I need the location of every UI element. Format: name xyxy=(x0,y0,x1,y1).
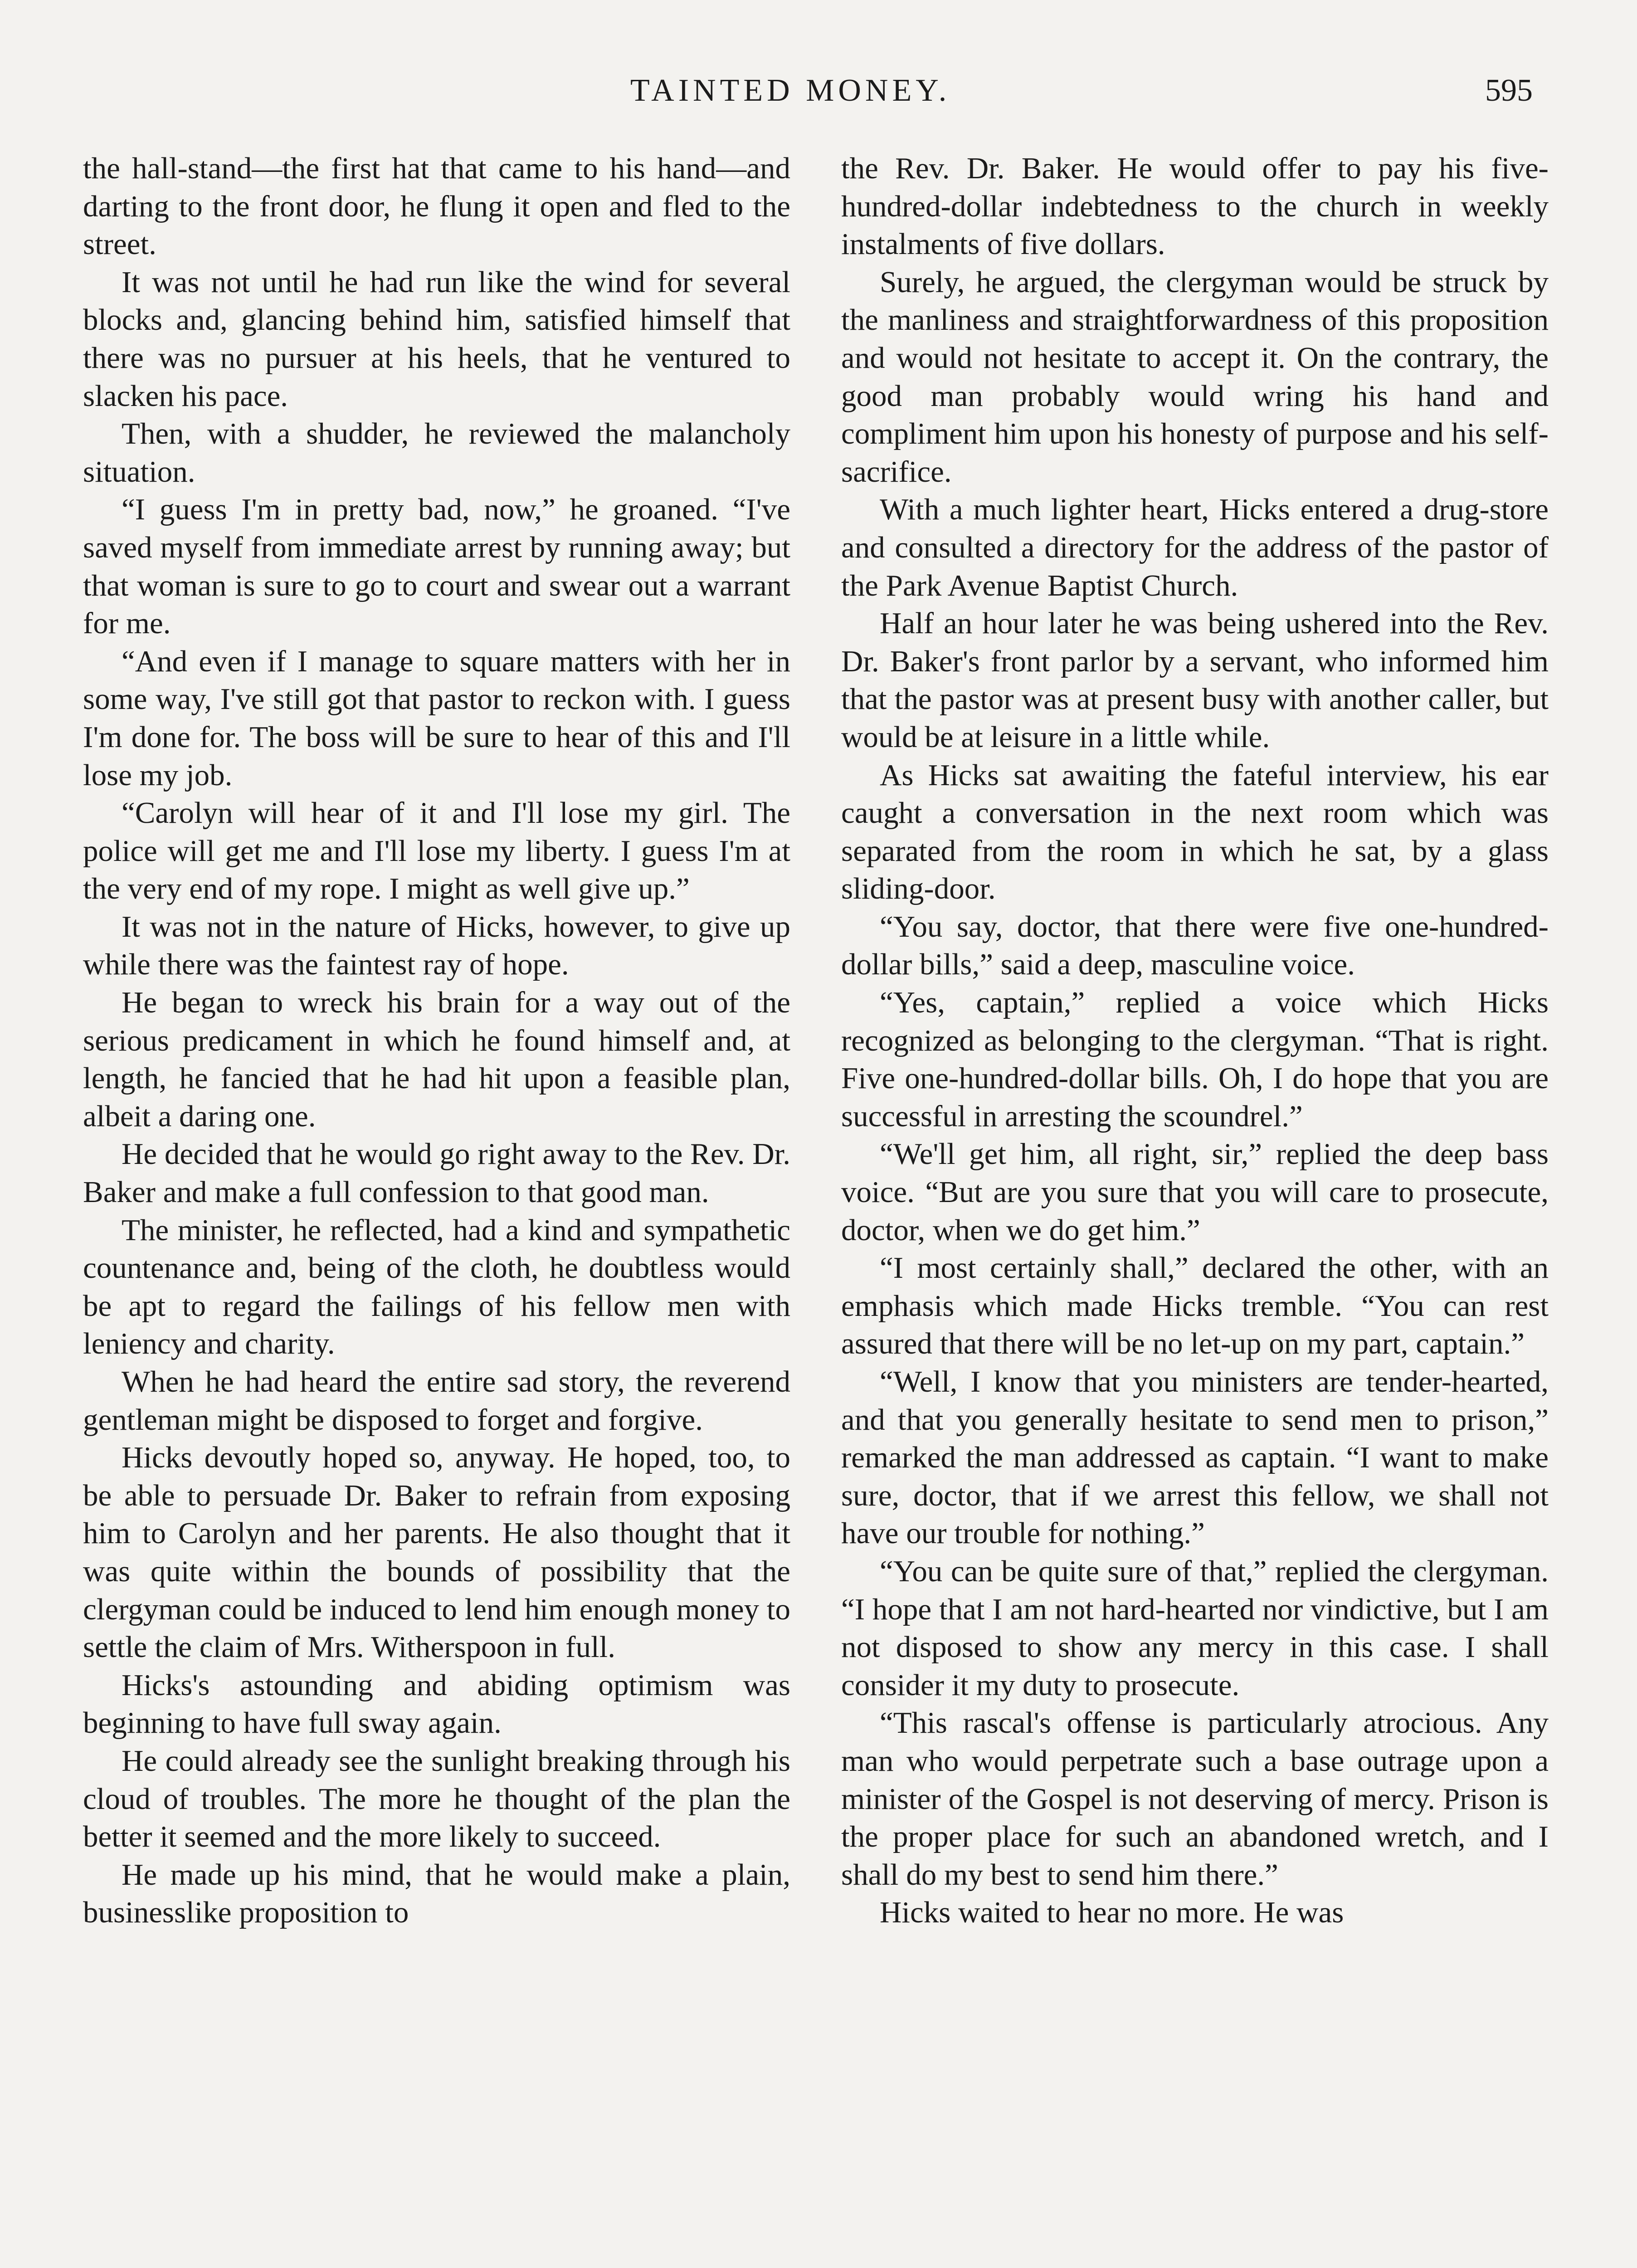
paragraph: “We'll get him, all right, sir,” replied the deep bass voice. “But are you sure that you will care to prosecute, doctor, when we do get him.” xyxy=(841,1137,1549,1247)
paragraph: It was not until he had run like the wind for several blocks and, glancing behind him, satisfied himself that there was no pursuer at his heels, that he ventured to slacken his pace. xyxy=(83,265,790,413)
paragraph: “You say, doctor, that there were five one-hundred-dollar bills,” said a deep, masculine voice. xyxy=(841,909,1549,982)
paragraph: Hicks devoutly hoped so, anyway. He hoped, too, to be able to persuade Dr. Baker to refrain from exposing him to Carolyn and her parents. He also thought that it was quite within the bounds of possibility that the clergyman could be induced to lend him enough money to settle the claim of Mrs. Witherspoon in full. xyxy=(83,1441,790,1664)
paragraph: The minister, he reflected, had a kind and sympathetic countenance and, being of the cloth, he doubtless would be apt to regard the failings of his fellow men with leniency and charity. xyxy=(83,1213,790,1361)
page-number: 595 xyxy=(1485,73,1533,108)
paragraph: “I guess I'm in pretty bad, now,” he groaned. “I've saved myself from immediate arrest by running away; but that woman is sure to go to court and swear out a warrant for me. xyxy=(83,493,790,640)
paragraph: “And even if I manage to square matters with her in some way, I've still got that pastor to reckon with. I guess I'm done for. The boss will be sure to hear of this and I'll lose my job. xyxy=(83,644,790,792)
paragraph: Hicks waited to hear no more. He was xyxy=(880,1896,1344,1930)
paragraph: “Carolyn will hear of it and I'll lose my girl. The police will get me and I'll lose my liberty. I guess I'm at the very end of my rope. I might as well give up.” xyxy=(83,796,790,906)
paragraph: He made up his mind, that he would make a plain, businesslike proposition to xyxy=(83,1857,790,1930)
running-title: TAINTED MONEY. xyxy=(630,73,951,108)
paragraph: With a much lighter heart, Hicks entered a drug-store and consulted a directory for the address of the pastor of the Park Avenue Baptist Church. xyxy=(841,493,1549,602)
left-column xyxy=(83,150,790,1932)
paragraph: “You can be quite sure of that,” replied the clergyman. “I hope that I am not hard-hearted nor vindictive, but I am not disposed to show any mercy in this case. I shall consider it my duty to prosecute. xyxy=(841,1554,1549,1702)
paragraph: Then, with a shudder, he reviewed the malancholy situation. xyxy=(83,417,790,489)
paragraph: He began to wreck his brain for a way out of the serious predicament in which he found himself and, at length, he fancied that he had hit upon a feasible plan, albeit a daring one. xyxy=(83,986,790,1133)
paragraph: Surely, he argued, the clergyman would be struck by the manliness and straightforwardness of this proposition and would not hesitate to accept it. On the contrary, the good man probably would wring his hand and compliment him upon his honesty of purpose and his self-sacrifice. xyxy=(841,265,1549,489)
paragraph: the hall-stand—the first hat that came to his hand—and darting to the front door, he flung it open and fled to the street. xyxy=(83,152,790,261)
page-header xyxy=(0,68,1637,118)
paragraph: As Hicks sat awaiting the fateful interview, his ear caught a conversation in the next room which was separated from the room in which he sat, by a glass sliding-door. xyxy=(841,758,1549,906)
paragraph: Hicks's astounding and abiding optimism was beginning to have full sway again. xyxy=(83,1668,790,1740)
paragraph: When he had heard the entire sad story, the reverend gentleman might be disposed to forget and forgive. xyxy=(83,1365,790,1437)
paragraph: He decided that he would go right away to the Rev. Dr. Baker and make a full confession to that good man. xyxy=(83,1137,790,1209)
right-column xyxy=(841,150,1549,1932)
paragraph: “Yes, captain,” replied a voice which Hicks recognized as belonging to the clergyman. “That is right. Five one-hundred-dollar bills. Oh, I do hope that you are successful in arresting the scoundrel.” xyxy=(841,986,1549,1133)
paragraph: It was not in the nature of Hicks, however, to give up while there was the faintest ray of hope. xyxy=(83,909,790,982)
paragraph: He could already see the sunlight breaking through his cloud of troubles. The more he thought of the plan the better it seemed and the more likely to succeed. xyxy=(83,1744,790,1854)
paragraph: “I most certainly shall,” declared the other, with an emphasis which made Hicks tremble. “You can rest assured that there will be no let-up on my part, captain.” xyxy=(841,1251,1549,1361)
paragraph: “Well, I know that you ministers are tender-hearted, and that you generally hesitate to send men to prison,” remarked the man addressed as captain. “I want to make sure, doctor, that if we arrest this fellow, we shall not have our trouble for nothing.” xyxy=(841,1365,1549,1550)
paragraph: the Rev. Dr. Baker. He would offer to pay his five-hundred-dollar indebtedness to the church in weekly instalments of five dollars. xyxy=(841,152,1549,261)
paragraph: Half an hour later he was being ushered into the Rev. Dr. Baker's front parlor by a servant, who informed him that the pastor was at present busy with another caller, but would be at leisure in a little while. xyxy=(841,606,1549,754)
paragraph: “This rascal's offense is particularly atrocious. Any man who would perpetrate such a base outrage upon a minister of the Gospel is not deserving of mercy. Prison is the proper place for such an abandoned wretch, and I shall do my best to send him there.” xyxy=(841,1706,1549,1892)
